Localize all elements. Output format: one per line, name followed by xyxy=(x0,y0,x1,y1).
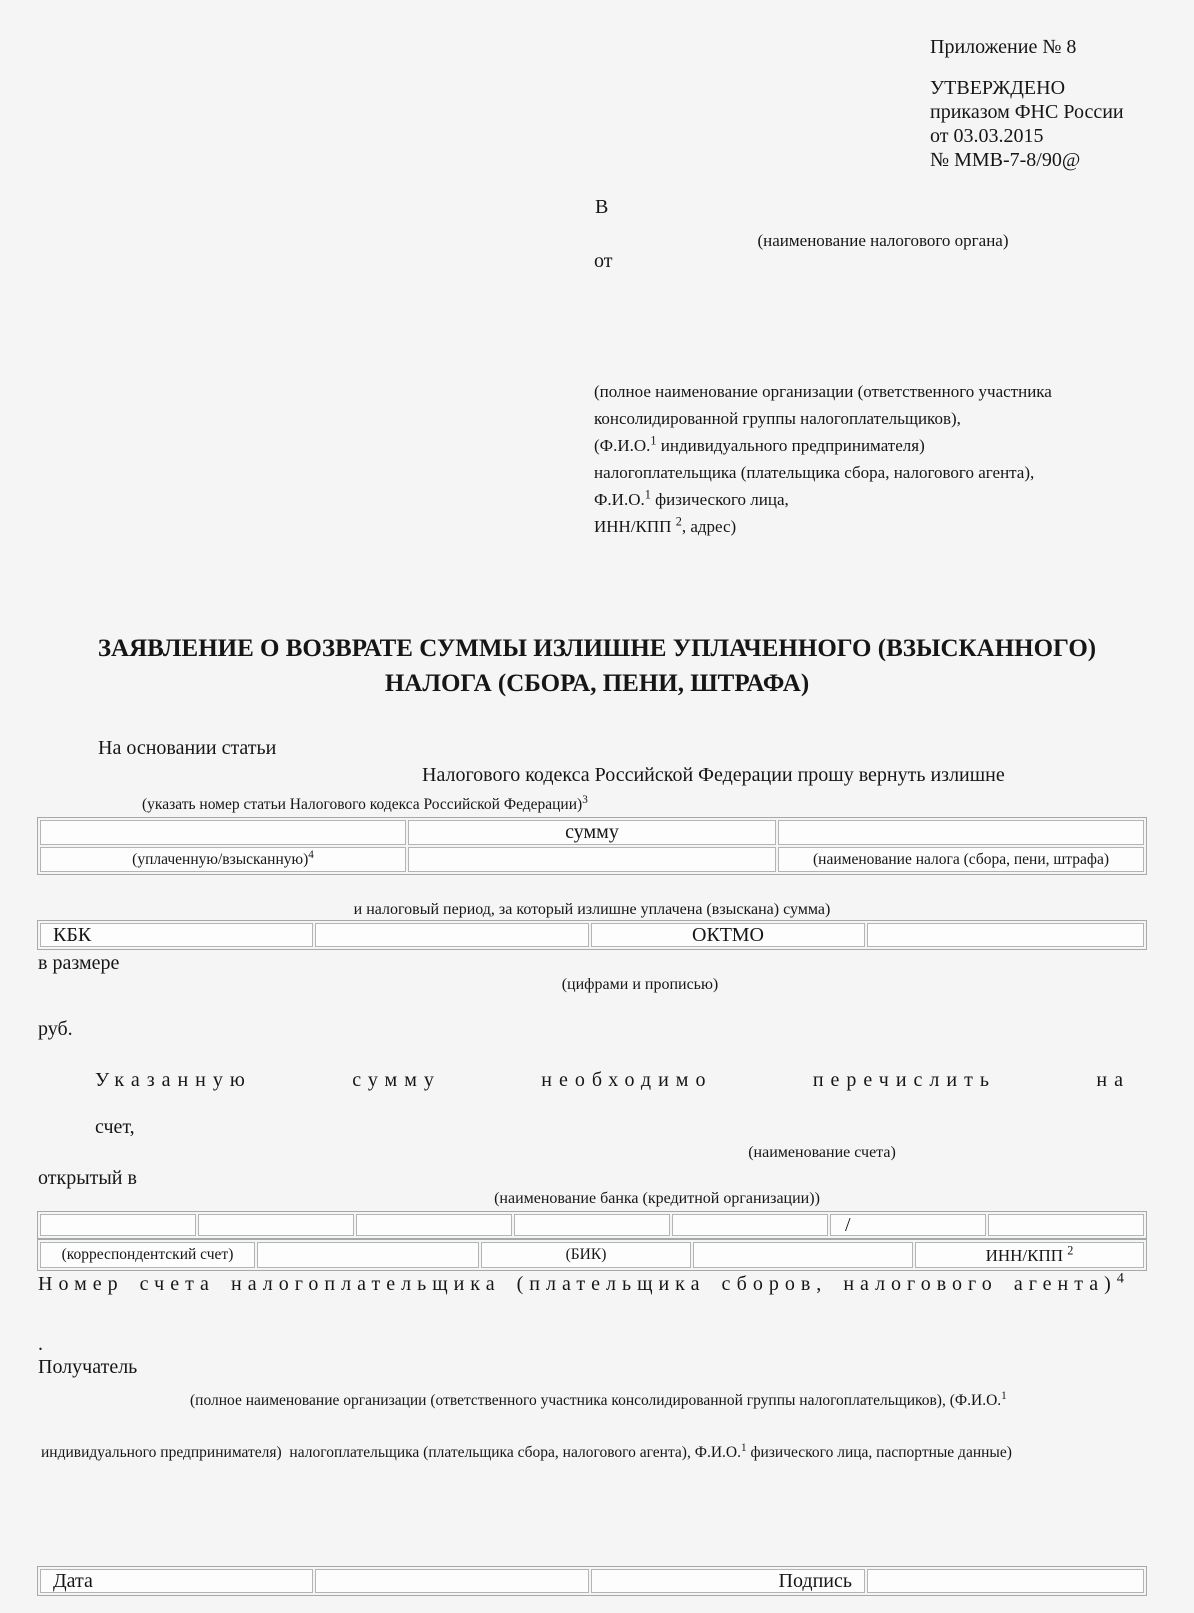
rub-label: руб. xyxy=(38,1018,73,1040)
applicant-caption-block xyxy=(594,378,1154,540)
bank-details-table xyxy=(37,1239,1147,1271)
signature-label-cell: Подпись xyxy=(591,1569,865,1593)
account-field-4[interactable] xyxy=(514,1214,670,1236)
basis-suffix: Налогового кодекса Российской Федерации прошу вернуть излишне xyxy=(422,764,1005,786)
bik-caption: (БИК) xyxy=(481,1242,691,1268)
approval-line: приказом ФНС России xyxy=(930,101,1124,123)
approval-line: от 03.03.2015 xyxy=(930,125,1044,147)
account-field-3[interactable] xyxy=(356,1214,512,1236)
recipient-caption-line2: индивидуального предпринимателя) налогоплательщика (плательщика сбора, налогового агента), Ф.И.О.$^1$ физического лица, паспортные данные) xyxy=(41,1441,1012,1461)
article-number-caption: (указать номер статьи Налогового кодекса Российской Федерации)$^3$ xyxy=(142,793,588,813)
kbk-oktmo-table xyxy=(37,920,1147,950)
basis-prefix: На основании статьи xyxy=(98,737,277,759)
tax-name-caption: (наименование налога (сбора, пени, штрафа) xyxy=(778,847,1144,872)
appendix-number: Приложение № 8 xyxy=(930,36,1077,58)
account-field-2[interactable] xyxy=(198,1214,354,1236)
date-label-cell: Дата xyxy=(40,1569,313,1593)
page-title xyxy=(0,631,1194,701)
opened-in-prefix: открытый в xyxy=(38,1167,137,1189)
tax-name-field[interactable] xyxy=(778,820,1144,845)
date-field[interactable] xyxy=(315,1569,589,1593)
applicant-caption-line: ИНН/КПП $^2$, адрес) xyxy=(594,514,737,536)
account-field-1[interactable] xyxy=(40,1214,196,1236)
account-field-7[interactable] xyxy=(988,1214,1144,1236)
recipient-caption-line1: (полное наименование организации (ответственного участника консолидированной группы налогоплательщиков), (Ф.И.О.$^1$ xyxy=(190,1389,1007,1409)
approval-line: № ММВ-7-8/90@ xyxy=(930,149,1081,171)
applicant-caption-line: (полное наименование организации (ответственного участника xyxy=(594,382,1052,401)
corr-account-field[interactable] xyxy=(257,1242,479,1268)
bik-field[interactable] xyxy=(693,1242,913,1268)
applicant-caption-line: налогоплательщика (плательщика сбора, налогового агента), xyxy=(594,463,1035,482)
sum-word-label: сумму xyxy=(408,820,776,845)
to-prefix: В xyxy=(595,196,609,218)
applicant-caption-line: консолидированной группы налогоплательщиков), xyxy=(594,409,961,428)
oktmo-field[interactable] xyxy=(867,923,1144,947)
kbk-label-cell: КБК xyxy=(40,923,313,947)
account-field-5[interactable] xyxy=(672,1214,828,1236)
kbk-field[interactable] xyxy=(315,923,589,947)
amount-prefix: в размере xyxy=(38,952,120,974)
page-title-line1: ЗАЯВЛЕНИЕ О ВОЗВРАТЕ СУММЫ ИЗЛИШНЕ УПЛАЧЕННОГО (ВЗЫСКАННОГО) xyxy=(97,635,1097,662)
approval-block xyxy=(930,76,1124,172)
from-prefix: от xyxy=(594,250,613,272)
account-name-caption: (наименование счета) xyxy=(748,1144,896,1161)
sum-table xyxy=(37,817,1147,875)
account-word: счет, xyxy=(95,1116,135,1138)
applicant-caption-line: (Ф.И.О.$^1$ индивидуального предпринимателя) xyxy=(594,433,925,455)
oktmo-label-cell: ОКТМО xyxy=(591,923,865,947)
bank-account-table xyxy=(37,1211,1147,1239)
trailing-dot: . xyxy=(38,1333,43,1355)
account-slash-cell: / xyxy=(830,1214,986,1236)
corr-account-caption: (корреспондентский счет) xyxy=(40,1242,255,1268)
applicant-caption-line: Ф.И.О.$^1$ физического лица, xyxy=(594,487,789,509)
tax-kind-field[interactable] xyxy=(40,820,406,845)
page-title-line2: НАЛОГА (СБОРА, ПЕНИ, ШТРАФА) xyxy=(384,670,810,697)
transfer-instruction-line: Указанную сумму необходимо перечислить на xyxy=(95,1069,1130,1091)
account-number-line: Номер счета налогоплательщика (плательщика сборов, налогового агента)$^4$ xyxy=(38,1270,1130,1295)
tax-kind-caption: (уплаченную/взысканную)$^4$ xyxy=(40,847,406,872)
sum-field[interactable] xyxy=(408,847,776,872)
tax-authority-caption: (наименование налогового органа) xyxy=(757,231,1009,250)
approval-line: УТВЕРЖДЕНО xyxy=(930,77,1066,99)
innkpp-label-cell: ИНН/КПП $^2$ xyxy=(915,1242,1144,1268)
signature-field[interactable] xyxy=(867,1569,1144,1593)
date-signature-table xyxy=(37,1566,1147,1596)
bank-name-caption: (наименование банка (кредитной организации)) xyxy=(494,1190,820,1207)
period-caption: и налоговый период, за который излишне уплачена (взыскана) сумма) xyxy=(353,901,831,918)
amount-caption: (цифрами и прописью) xyxy=(561,976,719,993)
recipient-label: Получатель xyxy=(38,1356,138,1378)
